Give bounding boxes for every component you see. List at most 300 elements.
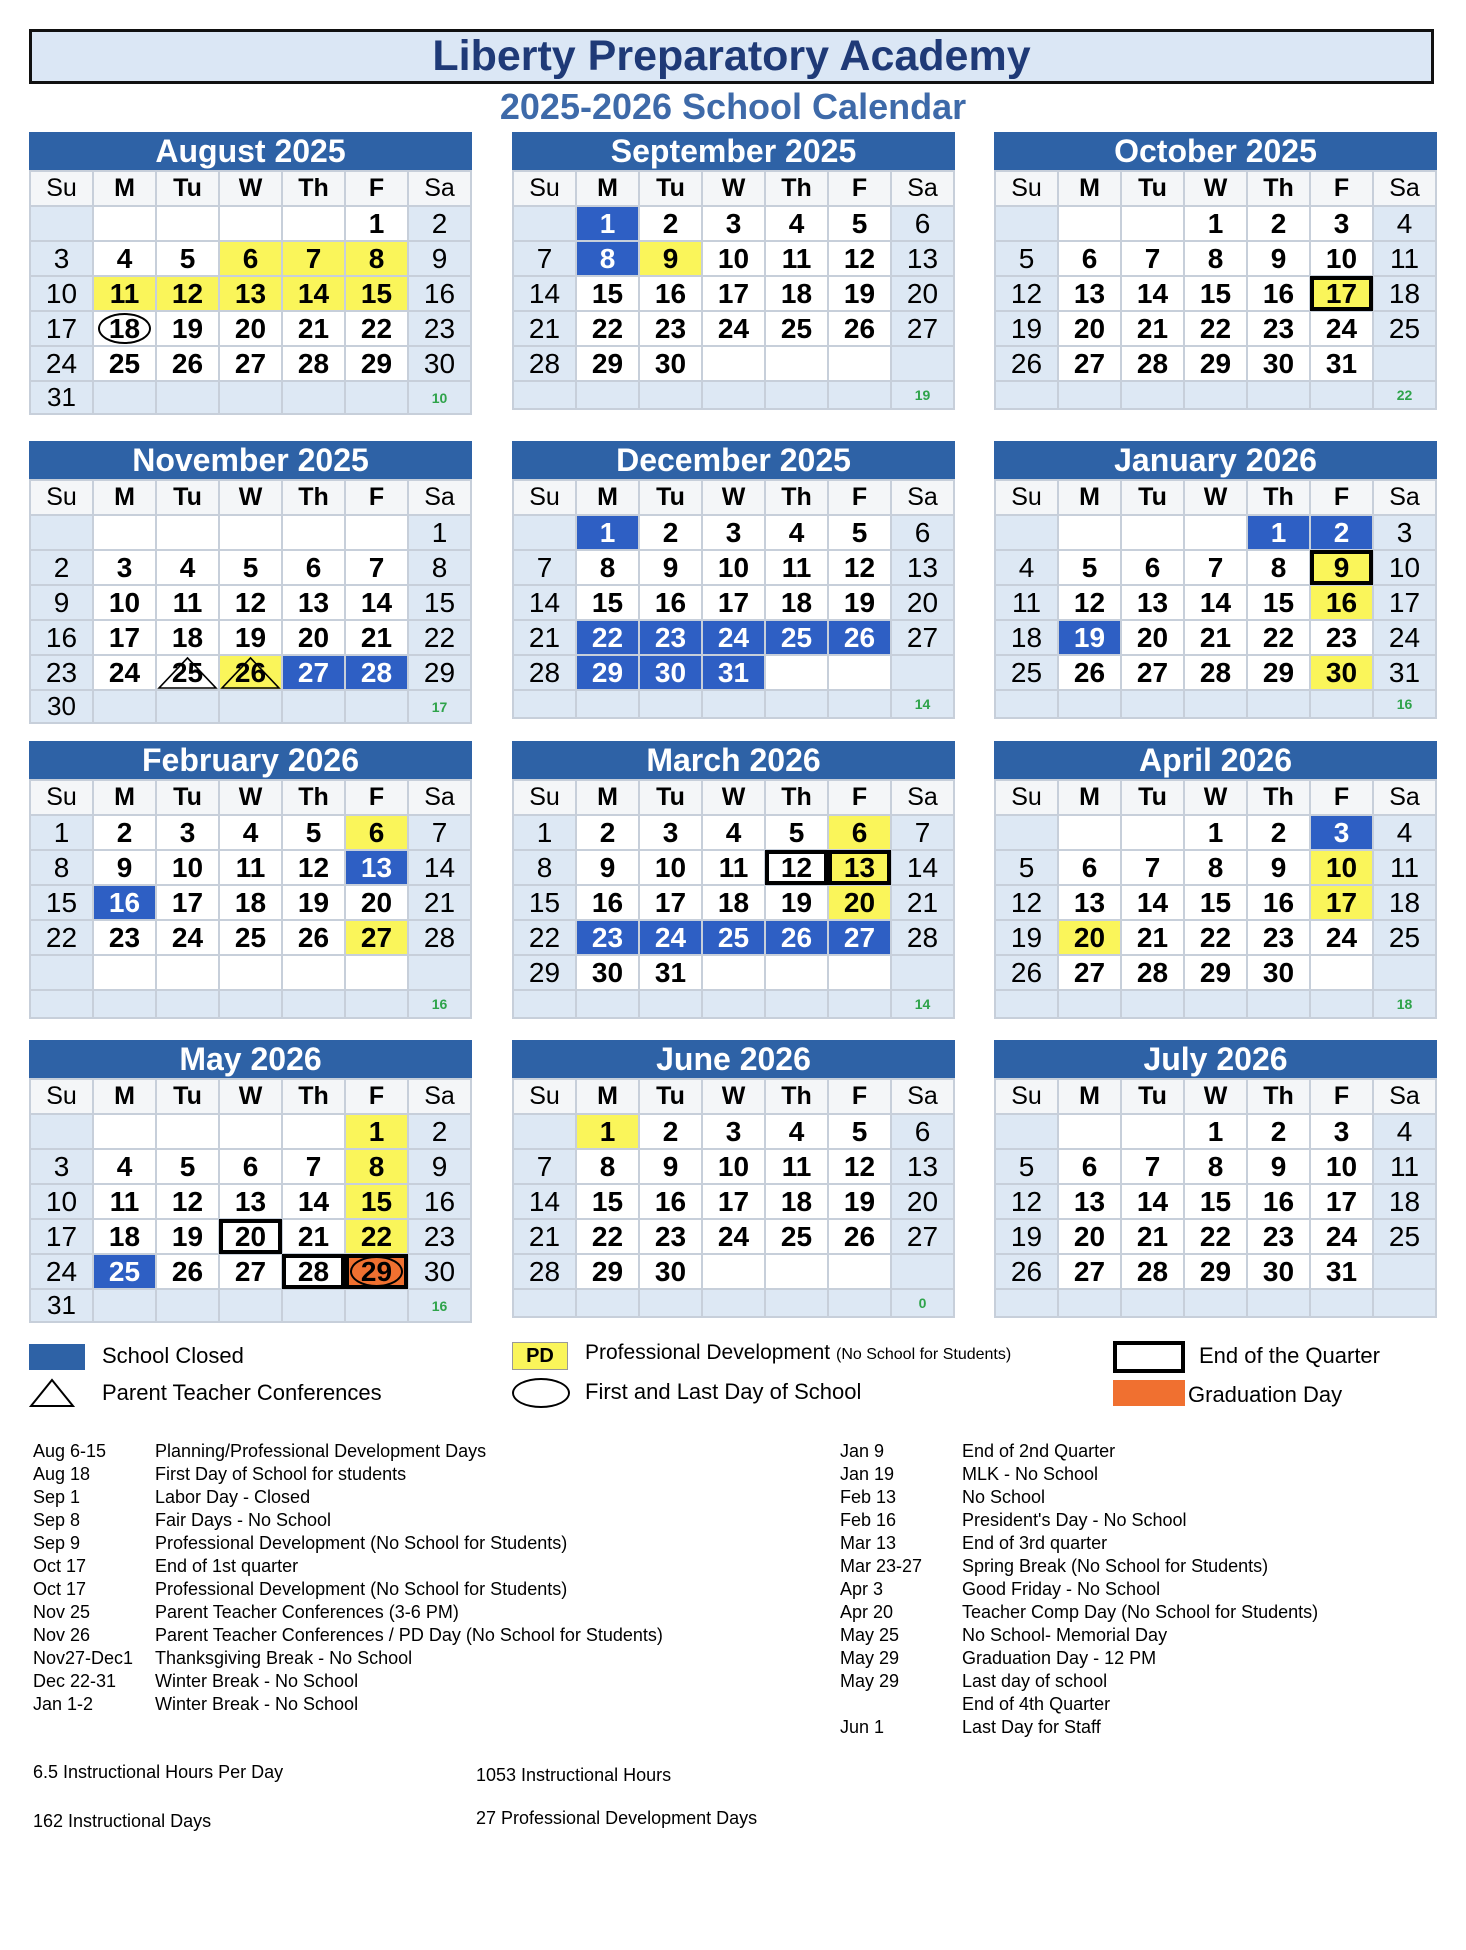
empty-cell [891, 346, 954, 381]
day-cell: 20 [1058, 1219, 1121, 1254]
day-cell: 12 [995, 885, 1058, 920]
day-cell: 7 [513, 241, 576, 276]
empty-cell [1247, 690, 1310, 718]
day-cell: 25 [1373, 1219, 1436, 1254]
day-cell: 3 [93, 550, 156, 585]
day-cell: 2 [93, 815, 156, 850]
day-cell: 13 [891, 550, 954, 585]
first-last-day-marker [98, 313, 151, 344]
empty-cell [1121, 690, 1184, 718]
day-cell: 2 [639, 515, 702, 550]
day-cell: 12 [1058, 585, 1121, 620]
day-cell: 10 [1310, 241, 1373, 276]
empty-cell [345, 955, 408, 990]
day-cell: 27 [1058, 346, 1121, 381]
month-title: December 2025 [512, 441, 955, 479]
note-date: Sep 9 [33, 1533, 81, 1553]
weekday-label: W [1184, 1079, 1247, 1114]
day-cell: 31 [1373, 655, 1436, 690]
empty-cell [1373, 346, 1436, 381]
day-cell: 8 [576, 1149, 639, 1184]
day-cell: 25 [219, 920, 282, 955]
day-cell: 27 [219, 1254, 282, 1289]
weekday-label: Tu [1121, 1079, 1184, 1114]
day-cell: 15 [1184, 1184, 1247, 1219]
weekday-label: Sa [891, 780, 954, 815]
day-cell: 9 [1247, 850, 1310, 885]
day-cell: 28 [513, 655, 576, 690]
note-date: Mar 13 [840, 1533, 897, 1553]
empty-cell [828, 1289, 891, 1317]
empty-cell [891, 955, 954, 990]
note-text: Graduation Day - 12 PM [962, 1648, 1157, 1668]
month-calendar [512, 741, 955, 1019]
triangle-icon [29, 1378, 75, 1408]
empty-cell [30, 1114, 93, 1149]
empty-cell [995, 990, 1058, 1018]
day-cell: 16 [576, 885, 639, 920]
day-cell: 5 [765, 815, 828, 850]
day-cell: 11 [995, 585, 1058, 620]
note-date: Feb 16 [840, 1510, 897, 1530]
day-cell: 28 [282, 1254, 345, 1289]
month-title: July 2026 [994, 1040, 1437, 1078]
note-date: Aug 18 [33, 1464, 91, 1484]
day-cell: 9 [639, 1149, 702, 1184]
day-cell: 26 [995, 1254, 1058, 1289]
day-cell: 1 [1184, 206, 1247, 241]
day-cell: 26 [219, 655, 282, 690]
day-cell: 20 [891, 585, 954, 620]
empty-cell [1310, 381, 1373, 409]
day-cell: 22 [345, 311, 408, 346]
empty-cell [1121, 815, 1184, 850]
day-cell: 21 [513, 620, 576, 655]
instructional-day-count: 16 [408, 1289, 471, 1322]
empty-cell [282, 381, 345, 414]
empty-cell [828, 955, 891, 990]
day-cell: 10 [1373, 550, 1436, 585]
day-cell: 16 [408, 1184, 471, 1219]
weekday-label: M [1058, 480, 1121, 515]
day-cell: 10 [30, 276, 93, 311]
day-cell: 27 [282, 655, 345, 690]
instructional-day-count: 0 [891, 1289, 954, 1317]
day-cell: 5 [282, 815, 345, 850]
month-calendar [29, 1040, 472, 1323]
weekday-label: Tu [639, 780, 702, 815]
note-text: No School- Memorial Day [962, 1625, 1168, 1645]
day-cell: 17 [1310, 885, 1373, 920]
day-cell: 27 [1058, 1254, 1121, 1289]
day-cell: 22 [1184, 1219, 1247, 1254]
day-cell: 23 [1247, 1219, 1310, 1254]
day-cell: 8 [1247, 550, 1310, 585]
weekday-label: Th [282, 480, 345, 515]
day-cell: 25 [1373, 311, 1436, 346]
empty-cell [1121, 990, 1184, 1018]
day-cell: 25 [765, 620, 828, 655]
day-cell: 7 [345, 550, 408, 585]
day-cell: 30 [408, 346, 471, 381]
weekday-label: Sa [1373, 171, 1436, 206]
day-cell: 25 [93, 346, 156, 381]
weekday-label: Th [765, 171, 828, 206]
instructional-day-count: 16 [408, 990, 471, 1018]
empty-cell [156, 990, 219, 1018]
day-cell: 8 [576, 550, 639, 585]
day-cell: 11 [1373, 1149, 1436, 1184]
weekday-label: Su [30, 1079, 93, 1114]
day-cell: 9 [408, 1149, 471, 1184]
instructional-day-count: 17 [408, 690, 471, 723]
empty-cell [219, 206, 282, 241]
weekday-label: Th [1247, 1079, 1310, 1114]
day-cell: 3 [702, 206, 765, 241]
empty-cell [282, 1289, 345, 1322]
empty-cell [93, 690, 156, 723]
day-cell: 3 [639, 815, 702, 850]
note-text: Thanksgiving Break - No School [155, 1648, 413, 1668]
day-cell: 15 [1184, 276, 1247, 311]
weekday-label: M [1058, 171, 1121, 206]
day-cell: 19 [1058, 620, 1121, 655]
day-cell: 20 [891, 1184, 954, 1219]
day-cell: 15 [1247, 585, 1310, 620]
empty-cell [576, 990, 639, 1018]
note-date: Feb 13 [840, 1487, 897, 1507]
day-cell: 16 [1310, 585, 1373, 620]
empty-cell [1058, 206, 1121, 241]
instructional-day-count: 14 [891, 990, 954, 1018]
day-cell: 27 [1058, 955, 1121, 990]
day-cell: 4 [1373, 815, 1436, 850]
day-cell: 29 [576, 346, 639, 381]
day-cell: 5 [156, 241, 219, 276]
day-cell: 23 [1247, 311, 1310, 346]
day-cell: 23 [93, 920, 156, 955]
day-cell: 11 [156, 585, 219, 620]
weekday-label: W [219, 1079, 282, 1114]
empty-cell [282, 1114, 345, 1149]
day-cell: 28 [1121, 346, 1184, 381]
empty-cell [702, 955, 765, 990]
weekday-label: F [828, 1079, 891, 1114]
day-cell: 12 [219, 585, 282, 620]
day-cell: 7 [513, 1149, 576, 1184]
day-cell: 28 [282, 346, 345, 381]
day-cell: 20 [282, 620, 345, 655]
pd-days: 27 Professional Development Days [476, 1808, 758, 1828]
empty-cell [995, 381, 1058, 409]
empty-cell [995, 815, 1058, 850]
empty-cell [995, 690, 1058, 718]
month-title: April 2026 [994, 741, 1437, 779]
day-cell: 14 [513, 1184, 576, 1219]
day-cell: 16 [1247, 1184, 1310, 1219]
calendar-subtitle: 2025-2026 School Calendar [499, 86, 967, 127]
weekday-label: M [93, 780, 156, 815]
weekday-label: M [93, 480, 156, 515]
day-cell: 2 [576, 815, 639, 850]
day-cell: 1 [513, 815, 576, 850]
day-cell: 7 [891, 815, 954, 850]
day-cell: 27 [891, 1219, 954, 1254]
empty-cell [765, 690, 828, 718]
day-cell: 23 [30, 655, 93, 690]
weekday-label: Sa [408, 480, 471, 515]
empty-cell [156, 1114, 219, 1149]
empty-cell [1184, 515, 1247, 550]
note-date: Sep 8 [33, 1510, 81, 1530]
day-cell: 22 [1184, 920, 1247, 955]
note-text: MLK - No School [962, 1464, 1099, 1484]
day-cell: 17 [30, 1219, 93, 1254]
empty-cell [30, 990, 93, 1018]
weekday-label: Tu [156, 171, 219, 206]
day-cell: 4 [765, 206, 828, 241]
empty-cell [1058, 1289, 1121, 1317]
day-cell: 21 [345, 620, 408, 655]
month-title: August 2025 [29, 132, 472, 170]
empty-cell [282, 515, 345, 550]
month-calendar [994, 441, 1437, 719]
day-cell: 21 [1121, 920, 1184, 955]
day-cell: 9 [576, 850, 639, 885]
empty-cell [30, 206, 93, 241]
day-cell: 13 [282, 585, 345, 620]
empty-cell [513, 381, 576, 409]
day-cell: 11 [702, 850, 765, 885]
day-cell: 7 [1121, 241, 1184, 276]
day-cell: 18 [219, 885, 282, 920]
weekday-label: W [702, 1079, 765, 1114]
weekday-label: M [93, 1079, 156, 1114]
day-cell: 20 [1058, 920, 1121, 955]
day-cell: 17 [702, 1184, 765, 1219]
day-cell: 17 [30, 311, 93, 346]
empty-cell [345, 515, 408, 550]
weekday-label: Th [765, 780, 828, 815]
day-cell: 2 [408, 206, 471, 241]
weekday-label: Tu [156, 1079, 219, 1114]
day-cell: 2 [639, 1114, 702, 1149]
day-cell: 5 [219, 550, 282, 585]
empty-cell [828, 990, 891, 1018]
empty-cell [995, 515, 1058, 550]
day-cell: 15 [345, 276, 408, 311]
day-cell: 2 [408, 1114, 471, 1149]
day-cell: 19 [828, 585, 891, 620]
day-cell: 29 [1184, 1254, 1247, 1289]
day-cell: 10 [639, 850, 702, 885]
day-cell: 5 [995, 1149, 1058, 1184]
note-date: Jan 1-2 [33, 1694, 94, 1714]
day-cell: 17 [702, 276, 765, 311]
day-cell: 15 [576, 276, 639, 311]
weekday-label: F [1310, 780, 1373, 815]
day-cell: 24 [30, 346, 93, 381]
day-cell: 25 [765, 1219, 828, 1254]
day-cell: 30 [576, 955, 639, 990]
day-cell: 28 [1184, 655, 1247, 690]
day-cell: 13 [828, 850, 891, 885]
empty-cell [219, 1114, 282, 1149]
day-cell: 8 [408, 550, 471, 585]
weekday-label: Sa [1373, 480, 1436, 515]
day-cell: 6 [219, 241, 282, 276]
day-cell: 22 [576, 620, 639, 655]
day-cell: 30 [639, 346, 702, 381]
day-cell: 7 [1184, 550, 1247, 585]
weekday-label: Th [282, 1079, 345, 1114]
weekday-label: Th [1247, 171, 1310, 206]
weekday-label: Th [765, 1079, 828, 1114]
day-cell: 1 [30, 815, 93, 850]
day-cell: 12 [156, 1184, 219, 1219]
day-cell: 15 [30, 885, 93, 920]
empty-cell [93, 1114, 156, 1149]
day-cell: 3 [702, 1114, 765, 1149]
weekday-label: M [576, 480, 639, 515]
weekday-label: F [828, 171, 891, 206]
empty-cell [1310, 1289, 1373, 1317]
empty-cell [702, 1289, 765, 1317]
note-date: Jan 19 [840, 1464, 895, 1484]
day-cell: 6 [891, 515, 954, 550]
day-cell: 23 [639, 1219, 702, 1254]
month-calendar [994, 741, 1437, 1019]
day-cell: 25 [702, 920, 765, 955]
empty-cell [345, 690, 408, 723]
day-cell: 11 [93, 1184, 156, 1219]
day-cell: 18 [765, 1184, 828, 1219]
month-calendar [29, 741, 472, 1019]
day-cell: 2 [639, 206, 702, 241]
empty-cell [1058, 515, 1121, 550]
day-cell: 6 [1058, 850, 1121, 885]
empty-cell [219, 1289, 282, 1322]
day-cell: 8 [345, 1149, 408, 1184]
weekday-label: Tu [639, 1079, 702, 1114]
weekday-label: Sa [408, 171, 471, 206]
empty-cell [1058, 815, 1121, 850]
empty-cell [513, 1289, 576, 1317]
day-cell: 21 [1121, 311, 1184, 346]
month-title: March 2026 [512, 741, 955, 779]
school-name: Liberty Preparatory Academy [432, 32, 1031, 80]
day-cell: 29 [576, 1254, 639, 1289]
day-cell: 16 [639, 585, 702, 620]
day-cell: 22 [408, 620, 471, 655]
note-date: May 25 [840, 1625, 900, 1645]
note-text: President's Day - No School [962, 1510, 1187, 1530]
day-cell: 10 [93, 585, 156, 620]
month-calendar [994, 132, 1437, 410]
triangle-icon [220, 656, 281, 689]
day-cell: 14 [891, 850, 954, 885]
day-cell: 7 [1121, 1149, 1184, 1184]
empty-cell [765, 955, 828, 990]
day-cell: 17 [1373, 585, 1436, 620]
day-cell: 25 [765, 311, 828, 346]
day-cell: 31 [30, 1289, 93, 1322]
empty-cell [891, 1254, 954, 1289]
day-cell: 4 [765, 1114, 828, 1149]
day-cell: 28 [408, 920, 471, 955]
day-cell: 23 [408, 1219, 471, 1254]
empty-cell [1058, 381, 1121, 409]
empty-cell [513, 990, 576, 1018]
day-cell: 13 [345, 850, 408, 885]
day-cell: 17 [702, 585, 765, 620]
month-calendar [512, 132, 955, 410]
day-cell: 23 [408, 311, 471, 346]
day-cell: 5 [828, 206, 891, 241]
day-cell: 31 [702, 655, 765, 690]
note-text: Teacher Comp Day (No School for Students) [962, 1602, 1319, 1622]
day-cell: 5 [995, 850, 1058, 885]
weekday-label: Su [995, 480, 1058, 515]
empty-cell [93, 515, 156, 550]
note-text: End of 4th Quarter [962, 1694, 1111, 1714]
empty-cell [828, 690, 891, 718]
day-cell: 11 [765, 1149, 828, 1184]
day-cell: 26 [156, 1254, 219, 1289]
day-cell: 22 [345, 1219, 408, 1254]
empty-cell [93, 990, 156, 1018]
empty-cell [156, 381, 219, 414]
day-cell: 28 [1121, 1254, 1184, 1289]
day-cell: 9 [1310, 550, 1373, 585]
day-cell: 6 [891, 1114, 954, 1149]
day-cell: 10 [1310, 1149, 1373, 1184]
day-cell: 3 [702, 515, 765, 550]
day-cell: 14 [1121, 885, 1184, 920]
empty-cell [1121, 206, 1184, 241]
day-cell: 29 [1184, 346, 1247, 381]
day-cell: 31 [639, 955, 702, 990]
day-cell: 3 [30, 1149, 93, 1184]
instructional-day-count: 18 [1373, 990, 1436, 1018]
empty-cell [1058, 990, 1121, 1018]
legend-school-closed: School Closed [102, 1343, 244, 1368]
empty-cell [995, 1114, 1058, 1149]
day-cell: 3 [1310, 1114, 1373, 1149]
legend-eoq: End of the Quarter [1199, 1343, 1380, 1368]
note-date: Nov 25 [33, 1602, 91, 1622]
day-cell: 28 [513, 1254, 576, 1289]
day-cell: 19 [156, 311, 219, 346]
empty-cell [93, 206, 156, 241]
weekday-label: Su [995, 780, 1058, 815]
oval-icon [512, 1378, 570, 1408]
weekday-label: Tu [1121, 171, 1184, 206]
note-text: Fair Days - No School [155, 1510, 332, 1530]
empty-cell [765, 655, 828, 690]
day-cell: 3 [1310, 206, 1373, 241]
day-cell: 4 [1373, 206, 1436, 241]
month-calendar [29, 441, 472, 724]
day-cell: 13 [891, 1149, 954, 1184]
title-box [29, 29, 1434, 84]
empty-cell [1373, 1254, 1436, 1289]
day-cell: 23 [1310, 620, 1373, 655]
day-cell: 11 [765, 550, 828, 585]
day-cell: 15 [345, 1184, 408, 1219]
weekday-label: W [1184, 480, 1247, 515]
note-text: Labor Day - Closed [155, 1487, 311, 1507]
